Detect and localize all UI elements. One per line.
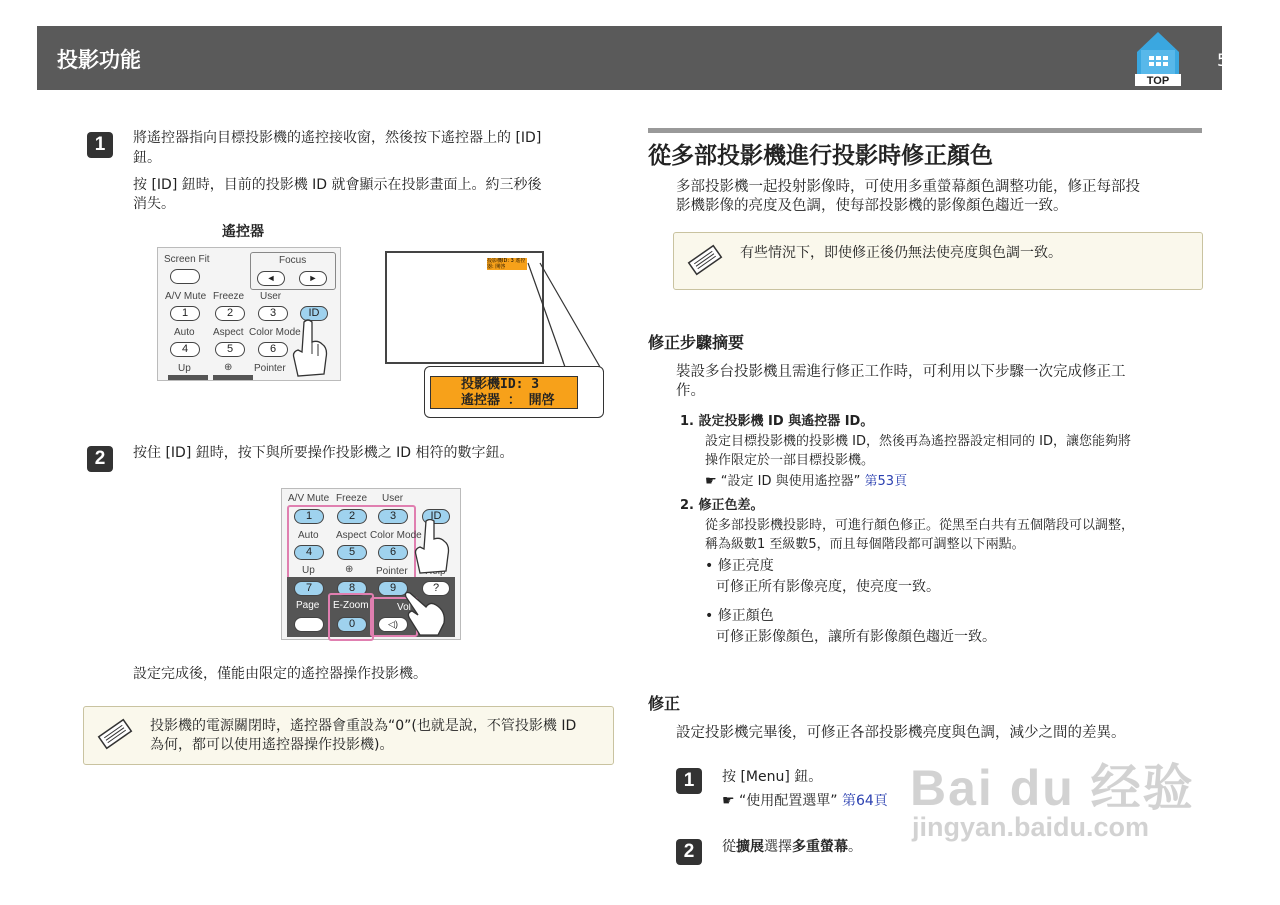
label-vol: Vol [397,602,411,613]
label-up: Up [178,363,191,374]
pointing-hand-icon [290,318,330,380]
step2-extended: 擴展 [736,839,764,855]
note-pencil-icon [686,241,724,279]
label-color-mode-2: Color Mode [370,530,422,541]
screen-small-id-box: 投影機ID: 3 遙控器: 開啓 [487,258,526,270]
right-step-2-text [722,838,862,857]
callout-remote-status: 遙控器 ： 開啓 [461,393,555,408]
bullet-color [705,607,774,626]
hand-pointer-icon: ☛ [705,474,721,489]
remote2-button-2[interactable]: 2 [337,509,367,524]
remote-button-3[interactable]: 3 [258,306,288,321]
right-step-1-text: 按 [Menu] 鈕。 [722,769,823,785]
remote-button-6[interactable]: 6 [258,342,288,357]
right-step-2-badge: 2 [676,839,702,865]
remote-button-2[interactable]: 2 [215,306,245,321]
item2-line2: 稱為級數1 至級數5，而且每個階段都可調整以下兩點。 [705,537,1025,552]
pointing-hand-icon-2 [412,519,452,575]
item2-line1: 從多部投影機投影時，可進行顏色修正。從黑至白共有五個階段可以調整， [705,518,1135,533]
left-note-line2: 為何，都可以使用遙控器操作投影機)。 [150,737,394,753]
label-user: User [260,291,282,302]
item1-line1: 設定目標投影機的投影機 ID，然後再為遙控器設定相同的 ID，讓您能夠將 [705,434,1131,449]
label-page: Page [296,600,320,611]
bullet-dot: • [705,558,718,574]
remote2-button-1[interactable]: 1 [294,509,324,524]
item2-title: 2. 修正色差。 [680,498,764,513]
step2-pre: 從 [722,839,736,855]
label-av-mute-2: A/V Mute [288,493,330,504]
step-1-line4: 消失。 [133,196,175,212]
pressing-hand-icon [402,589,450,637]
step-1-line2: 鈕。 [133,150,161,166]
screen-fit-button[interactable] [170,269,200,284]
right-note-text: 有些情況下，即使修正後仍無法使亮度與色調一致。 [740,245,1062,261]
remote-caption: 遙控器 [222,224,264,240]
watermark-url: jingyan.baidu.com [912,812,1150,842]
label-auto: Auto [174,327,195,338]
remote-button-1[interactable]: 1 [170,306,200,321]
bullet-brightness-title: 修正亮度 [717,558,774,574]
remote2-id-button[interactable]: ID [422,509,450,524]
bullet-color-text: 可修正影像顏色，讓所有影像顏色趨近一致。 [716,629,996,645]
title-rule [648,128,1202,133]
bullet-dot: • [705,608,718,624]
step-1-line1: 將遙控器指向目標投影機的遙控接收窗，然後按下遙控器上的 [ID] [133,130,542,146]
label-freeze-2: Freeze [336,493,368,504]
step-1-badge: 1 [87,132,113,158]
right-note-box [673,232,1203,290]
right-step-1-ref-text: “使用配置選單” [739,793,838,809]
heading-correction-summary: 修正步驟摘要 [648,333,745,352]
label-freeze: Freeze [213,291,245,302]
item1-title: 1. 設定投影機 ID 與遙控器 ID。 [680,414,874,429]
label-aspect-2: Aspect [336,530,367,541]
label-pointer-2: Pointer [376,566,408,577]
page-number: 55 [1217,51,1239,71]
left-note-line1: 投影機的電源關閉時，遙控器會重設為“0”(也就是說，不管投影機 ID [150,718,577,734]
remote2-button-0[interactable]: 0 [337,617,367,632]
intro-line1: 多部投影機一起投射影像時，可使用多重螢幕顏色調整功能，修正每部投 [676,179,1140,195]
label-aspect: Aspect [213,327,244,338]
remote-id-button[interactable]: ID [300,306,328,321]
label-focus: Focus [279,255,307,266]
step2-multi-screen: 多重螢幕 [792,839,848,855]
right-title: 從多部投影機進行投影時修正顏色 [648,143,993,169]
remote2-help-button[interactable]: ? [422,581,450,596]
remote2-button-6[interactable]: 6 [378,545,408,560]
focus-group [250,252,336,290]
watermark-logo: Bai du 经验 [910,760,1195,816]
remote2-button-5[interactable]: 5 [337,545,367,560]
item1-ref-text: “設定 ID 與使用遙控器” [720,474,861,489]
right-step-1-reference [722,792,888,811]
label-av-mute: A/V Mute [165,291,207,302]
label-screen-fit: Screen Fit [164,254,210,265]
summary-p1: 裝設多台投影機且需進行修正工作時，可利用以下步驟一次完成修正工 [676,364,1126,380]
item1-page-link[interactable]: 第53頁 [864,474,908,489]
remote2-button-3[interactable]: 3 [378,509,408,524]
remote-illustration-1 [157,247,341,381]
remote-button-4[interactable]: 4 [170,342,200,357]
step-1-line3: 按 [ID] 鈕時，目前的投影機 ID 就會顯示在投影畫面上。約三秒後 [133,177,542,193]
correction-p1: 設定投影機完畢後，可修正各部投影機亮度與色調，減少之間的差異。 [676,725,1126,741]
top-icon[interactable] [1135,30,1181,86]
id-callout [424,366,604,418]
label-auto-2: Auto [298,530,319,541]
zoom-icon: ⊕ [224,362,233,373]
label-ezoom: E-Zoom [333,600,369,611]
label-user-2: User [382,493,404,504]
heading-correction: 修正 [648,694,681,713]
summary-p2: 作。 [676,383,705,399]
done-text: 設定完成後，僅能由限定的遙控器操作投影機。 [133,666,427,682]
hand-pointer-icon: ☛ [722,793,740,809]
remote2-button-7[interactable]: 7 [294,581,324,596]
focus-left-button[interactable]: ◄ [257,271,285,286]
note-pencil-icon [96,715,134,753]
focus-right-button[interactable]: ► [299,271,327,286]
step-2-badge: 2 [87,446,113,472]
right-step-1-badge: 1 [676,768,702,794]
label-pointer: Pointer [254,363,286,374]
item1-reference [705,472,907,491]
item1-line2: 操作限定於一部目標投影機。 [705,453,875,468]
remote-illustration-2 [281,488,461,640]
page-header [37,26,1239,90]
right-step-1-page-link[interactable]: 第64頁 [841,793,888,809]
step-2-text: 按住 [ID] 鈕時，按下與所要操作投影機之 ID 相符的數字鈕。 [133,445,514,461]
bullet-brightness [705,557,774,576]
remote2-button-9[interactable]: 9 [378,581,408,596]
step2-mid: 選擇 [764,839,792,855]
intro-line2: 影機影像的亮度及色調，使每部投影機的影像顏色趨近一致。 [676,198,1068,214]
vol-down-button[interactable]: ◁) [378,617,408,632]
bullet-color-title: 修正顏色 [717,608,774,624]
remote-button-5[interactable]: 5 [215,342,245,357]
callout-projector-id: 投影機ID: 3 [461,377,540,392]
left-note-box [83,706,614,765]
zoom-icon-2: ⊕ [345,564,354,575]
remote2-button-4[interactable]: 4 [294,545,324,560]
remote2-button-8[interactable]: 8 [337,581,367,596]
top-label: TOP [1146,75,1170,86]
page-button[interactable] [294,617,324,632]
label-color-mode: Color Mode [249,327,301,338]
bullet-brightness-text: 可修正所有影像亮度，使亮度一致。 [716,579,940,595]
section-title: 投影功能 [57,48,141,72]
step2-post: 。 [848,839,862,855]
label-up-2: Up [302,565,315,576]
